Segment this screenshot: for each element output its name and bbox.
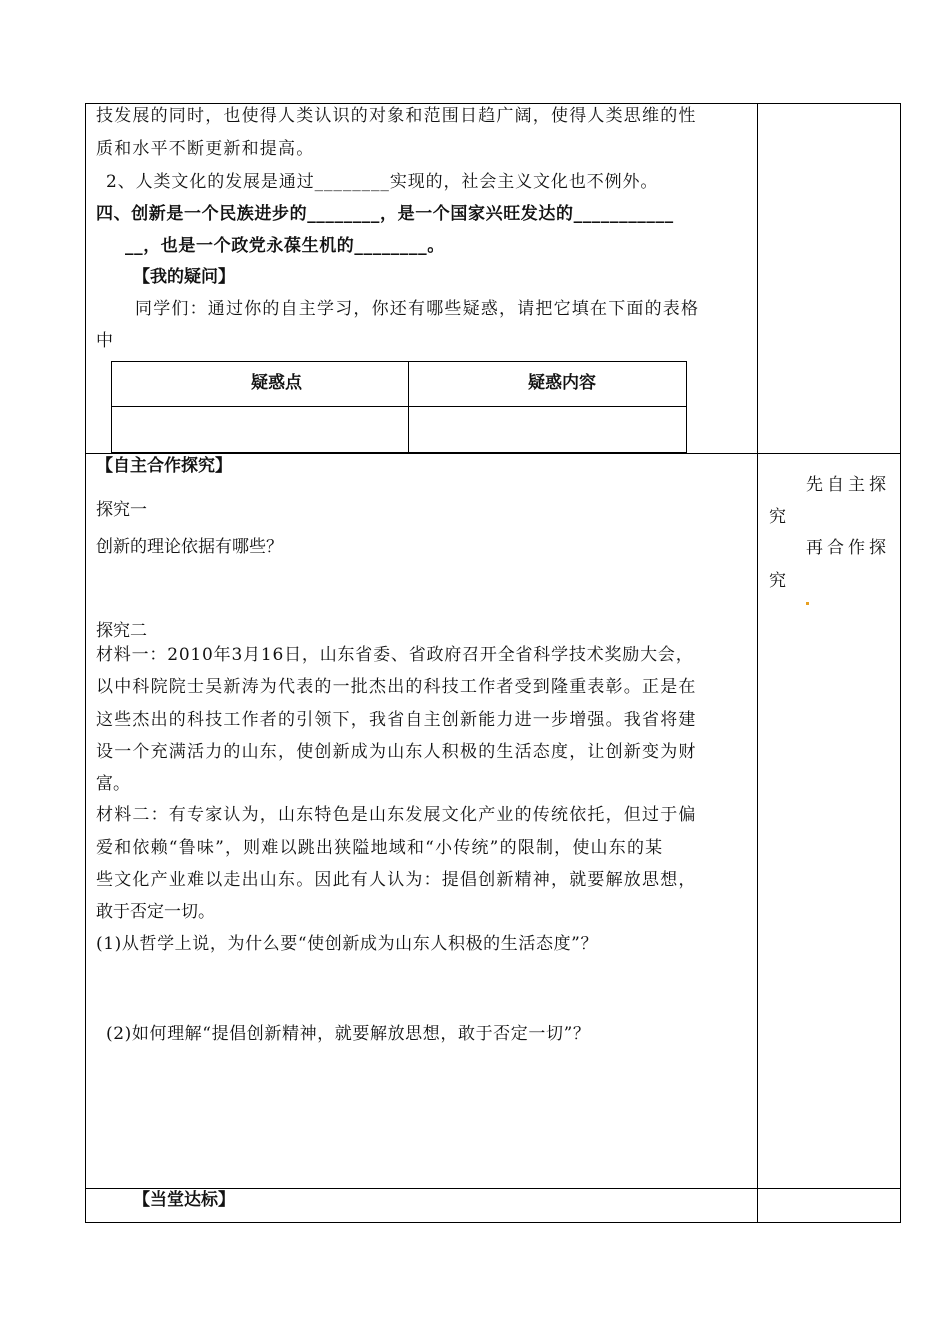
material-2-line: 些文化产业难以走出山东。因此有人认为：提倡创新精神，就要解放思想， (96, 870, 697, 890)
text-line: 技发展的同时，也使得人类认识的对象和范围日趋广阔，使得人类思维的性 (96, 106, 697, 126)
table-border-bottom (85, 1222, 901, 1223)
side-note-line: 再合作探 (806, 538, 890, 558)
side-note-line: 究 (769, 571, 786, 591)
question-2: (2)如何理解“提倡创新精神，就要解放思想，敢于否定一切”？ (106, 1024, 591, 1044)
material-2-line: 材料二：有专家认为，山东特色是山东发展文化产业的传统依托，但过于偏 (96, 805, 697, 825)
explore-2-title: 探究二 (96, 621, 147, 641)
material-1-line: 设一个充满活力的山东，使创新成为山东人积极的生活态度，让创新变为财 (96, 742, 697, 762)
table-border-right (900, 103, 901, 1223)
material-1-line: 富。 (96, 774, 130, 794)
text-line: 质和水平不断更新和提高。 (96, 139, 315, 159)
table-divider-column (757, 103, 758, 1223)
doubt-table-cell-content[interactable] (410, 408, 685, 451)
doubt-instruction-continued: 中 (96, 331, 113, 351)
material-1-line: 材料一：2010年3月16日，山东省委、省政府召开全省科学技术奖励大会， (96, 645, 694, 665)
fill-in-item-4-continued: __，也是一个政党永葆生机的________。 (125, 236, 445, 256)
explore-1-title: 探究一 (96, 500, 147, 520)
doubt-table-cell-point[interactable] (113, 408, 407, 451)
cooperative-inquiry-heading: 【自主合作探究】 (96, 456, 232, 476)
explore-1-question: 创新的理论依据有哪些？ (96, 537, 283, 557)
orange-mark (806, 602, 809, 605)
doubt-table-header-content: 疑惑内容 (528, 373, 596, 393)
table-border-left (85, 103, 86, 1223)
material-2-line: 敢于否定一切。 (96, 902, 215, 922)
side-note-line: 究 (769, 507, 786, 527)
in-class-test-heading: 【当堂达标】 (133, 1190, 235, 1210)
fill-in-item-2: 2、人类文化的发展是通过________实现的，社会主义文化也不例外。 (106, 172, 659, 192)
fill-in-item-4: 四、创新是一个民族进步的________，是一个国家兴旺发达的___________ (96, 204, 674, 224)
side-note-line: 先自主探 (806, 475, 890, 495)
doubt-heading: 【我的疑问】 (133, 267, 235, 287)
material-1-line: 以中科院院士吴新涛为代表的一批杰出的科技工作者受到隆重表彰。正是在 (96, 677, 697, 697)
doubt-instruction: 同学们：通过你的自主学习，你还有哪些疑惑，请把它填在下面的表格 (135, 299, 700, 319)
doubt-table (111, 361, 687, 453)
material-2-line: 爱和依赖“鲁味”，则难以跳出狭隘地域和“小传统”的限制，使山东的某 (96, 838, 664, 858)
table-row-divider-2 (85, 1188, 901, 1189)
material-1-line: 这些杰出的科技工作者的引领下，我省自主创新能力进一步增强。我省将建 (96, 710, 697, 730)
table-row-divider-1 (85, 453, 901, 454)
doubt-table-header-point: 疑惑点 (251, 373, 302, 393)
question-1: (1)从哲学上说，为什么要“使创新成为山东人积极的生活态度”？ (96, 934, 599, 954)
table-border-top (85, 103, 901, 104)
